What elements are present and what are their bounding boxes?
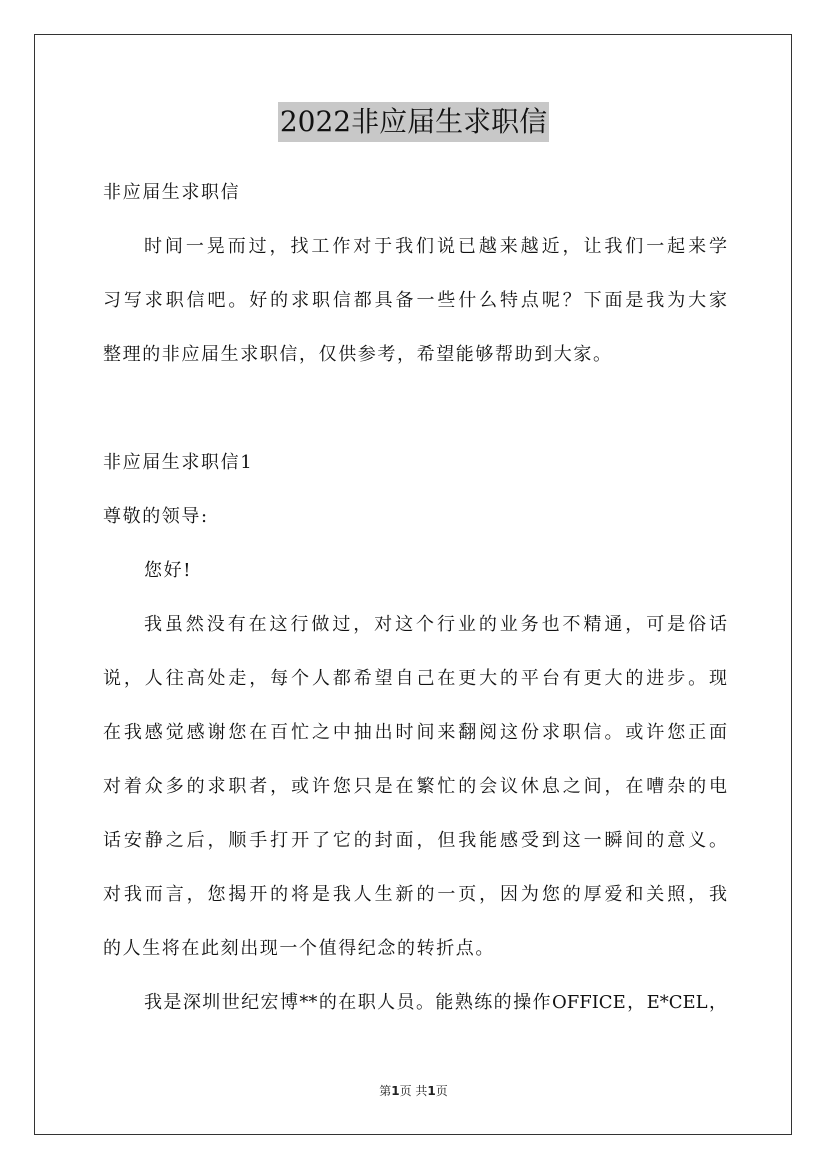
heading: 非应届生求职信 — [103, 182, 241, 203]
footer-page-mid: 页 共 — [399, 1084, 428, 1098]
footer-page-prefix: 第 — [379, 1084, 392, 1098]
footer-total-pages: 1 — [427, 1084, 436, 1098]
intro-line-3: 整理的非应届生求职信，仅供参考，希望能够帮助到大家。 — [103, 344, 613, 365]
salutation: 尊敬的领导: — [103, 506, 209, 527]
document-title: 2022非应届生求职信 — [278, 102, 549, 142]
footer-page-suffix: 页 — [435, 1084, 448, 1098]
body-line-5: 话安静之后，顺手打开了它的封面，但我能感受到这一瞬间的意义。 — [103, 830, 727, 851]
body-line-8: 我是深圳世纪宏博**的在职人员。能熟练的操作OFFICE，E*CEL， — [144, 992, 727, 1013]
title-container — [0, 102, 827, 142]
intro-line-2: 习写求职信吧。好的求职信都具备一些什么特点呢？下面是我为大家 — [103, 290, 727, 311]
intro-line-1: 时间一晃而过，找工作对于我们说已越来越近，让我们一起来学 — [144, 236, 727, 257]
body-line-2: 说，人往高处走，每个人都希望自己在更大的平台有更大的进步。现 — [103, 668, 727, 689]
document-body — [103, 174, 727, 1038]
footer-page-number: 1 — [391, 1084, 400, 1098]
body-line-7: 的人生将在此刻出现一个值得纪念的转折点。 — [103, 938, 495, 959]
paragraph-gap — [103, 390, 727, 444]
body-line-4: 对着众多的求职者，或许您只是在繁忙的会议休息之间，在嘈杂的电 — [103, 776, 727, 797]
body-line-3: 在我感觉感谢您在百忙之中抽出时间来翻阅这份求职信。或许您正面 — [103, 722, 727, 743]
body-line-1: 我虽然没有在这行做过，对这个行业的业务也不精通，可是俗话 — [144, 614, 727, 635]
greeting: 您好! — [144, 560, 193, 581]
body-line-6: 对我而言，您揭开的将是我人生新的一页，因为您的厚爱和关照，我 — [103, 884, 727, 905]
section-title: 非应届生求职信1 — [103, 452, 254, 473]
page-footer — [0, 1082, 827, 1099]
